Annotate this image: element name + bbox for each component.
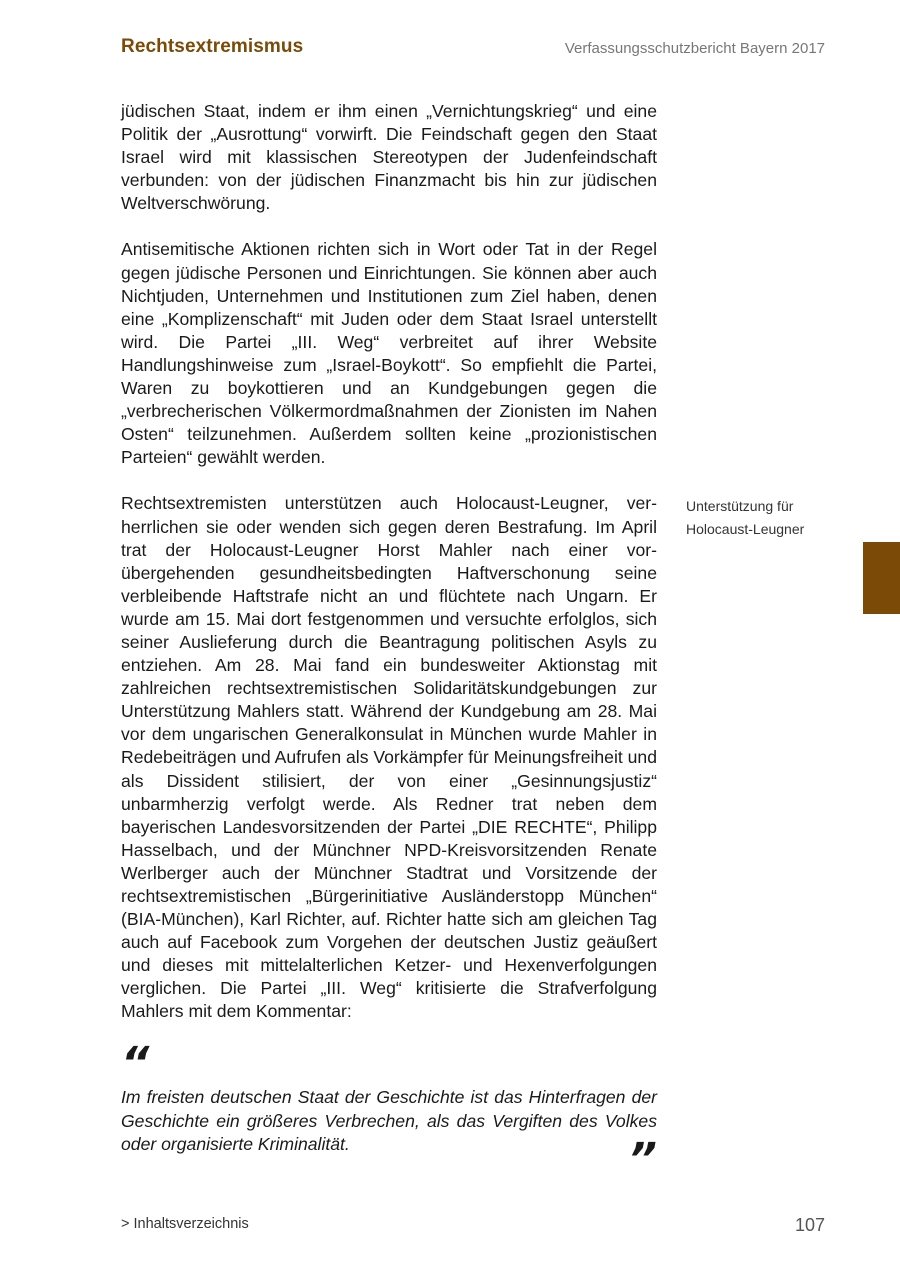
chapter-tab-marker: [863, 542, 900, 614]
table-of-contents-link[interactable]: > Inhaltsverzeichnis: [121, 1216, 249, 1232]
quote-open-icon: “: [121, 1038, 150, 1089]
margin-note-line: Unterstützung für: [686, 498, 794, 514]
running-header-section: Rechtsextremismus: [121, 36, 304, 57]
main-text-column: [121, 100, 657, 1047]
body-paragraph: jüdischen Staat, indem er ihm einen „Vernichtungskrieg“ und eine Politik der „Ausrottung“ vorwirft. Die Feindschaft gegen den Staat Israel wird mit klassischen Stereotypen der Judenfeindschaft verbunden: von der jüdischen Finanzmacht bis hin zur jüdischen Weltverschwörung.: [121, 101, 657, 214]
quote-close-icon: ”: [628, 1134, 657, 1185]
body-paragraph: Antisemitische Aktionen richten sich in Wort oder Tat in der Regel gegen jüdische Personen und Einrichtungen. Sie können aber auch Nichtjuden, Unternehmen und Institutionen zum Ziel haben, denen eine „Komplizenschaft“ mit Juden oder dem Staat Israel unterstellt wird. Die Partei „III. Weg“ verbreitet auf ihrer Website Handlungshinweise zum „Israel-Boykott“. So empfiehlt die Partei, Waren zu boykottieren und an Kundgebungen gegen die „verbrecherischen Völkermordmaßnahmen der Zionisten im Nahen Osten“ teilzunehmen. Außerdem sollten keine „prozionistischen Parteien“ gewählt werden.: [121, 239, 657, 468]
pull-quote: [121, 1038, 657, 1185]
page-number: 107: [794, 1215, 825, 1235]
quote-text: Im freisten deutschen Staat der Geschichte ist das Hinterfragen der Geschichte ein größeres Verbrechen, als das Vergiften des Volkes oder organisierte Kriminalität.: [121, 1087, 657, 1154]
margin-note-line: Holocaust-Leugner: [686, 521, 805, 537]
running-header-report: Verfassungsschutzbericht Bayern 2017: [564, 40, 825, 57]
body-paragraph: Rechtsextremisten unterstützen auch Holocaust-Leugner, verherrlichen sie oder wenden sich gegen deren Bestrafung. Im April trat der Holocaust-Leugner Horst Mahler nach einer vorübergehenden gesundheitsbedingten Haftverschonung seine verbleibende Haftstrafe nicht an und flüchtete nach Ungarn. Er wurde am 15. Mai dort festgenommen und versuchte erfolglos, sich seiner Auslieferung durch die Beantragung politischen Asyls zu entziehen. Am 28. Mai fand ein bundesweiter Aktionstag mit zahlreichen rechtsextremistischen Solidaritätskundgebungen zur Unterstützung Mahlers statt. Während der Kundgebung am 28. Mai vor dem ungarischen Generalkonsulat in München wurde Mahler in Redebeiträgen und Aufrufen als Vorkämpfer für Meinungsfreiheit und als Dissident stilisiert, der von einer „Gesinnungsjustiz“ unbarmherzig verfolgt werde. Als Redner trat neben dem bayerischen Landesvorsitzenden der Partei „DIE RECHTE“, Philipp Hasselbach, und der Münchner NPD-Kreisvorsitzenden Renate Werlberger auch der Münchner Stadtrat und Vorsitzende der rechtsextremistischen „Bürgerinitiative Ausländerstopp München“ (BIA-München), Karl Richter, auf. Richter hatte sich am gleichen Tag auch auf Facebook zum Vorgehen der deutschen Justiz geäußert und dieses mit mittelalterlichen Ketzer- und Hexenverfolgungen verglichen. Die Partei „III. Weg“ kritisierte die Strafverfolgung Mahlers mit dem Kommentar:: [121, 493, 657, 1022]
margin-note: [686, 495, 836, 541]
